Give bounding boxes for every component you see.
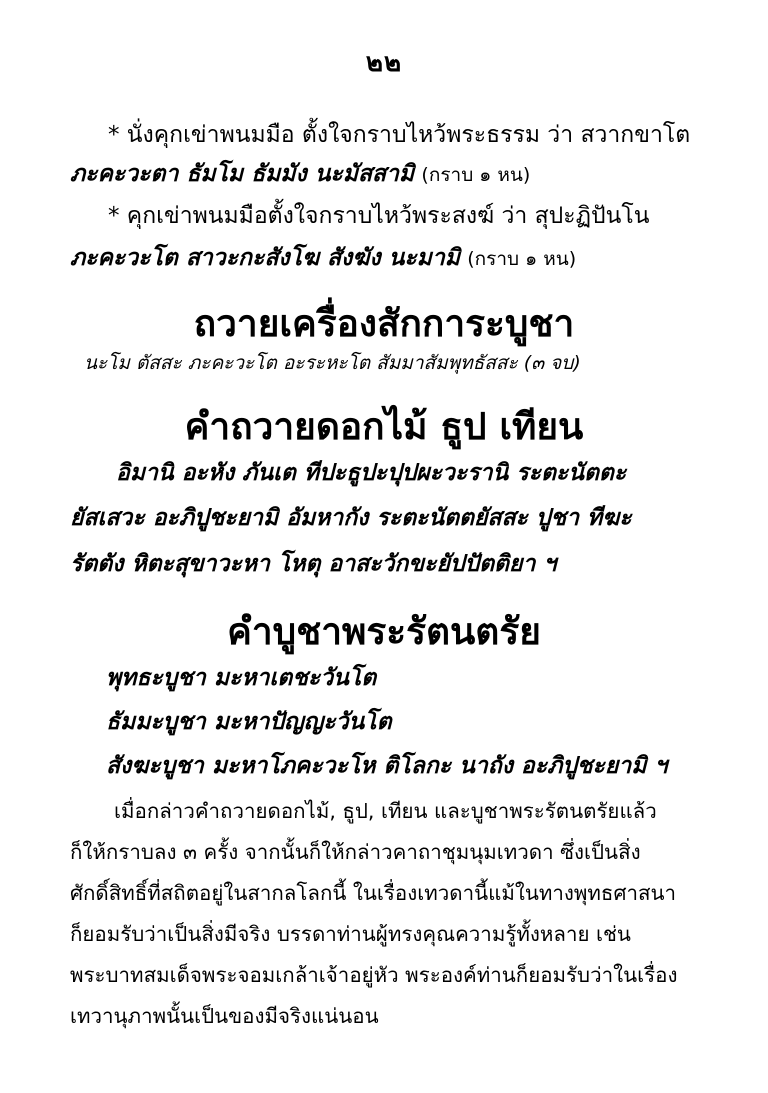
prose-line-6: เทวานุภาพนั้นเป็นของมีจริงแน่นอน — [70, 1004, 379, 1028]
bow-note-sangha: (กราบ ๑ หน) — [467, 248, 577, 270]
offering-chant-line-1: อิมานิ อะหัง ภันเต ทีปะธูปะปุปผะวะรานิ ระตะนัตตะ — [116, 460, 627, 486]
instruction-sangha: * คุกเข่าพนมมือตั้งใจกราบไหว้พระสงฆ์ ว่า สุปะฏิปันโน — [108, 203, 650, 229]
chant-sangha: ภะคะวะโต สาวะกะสังโฆ สังฆัง นะมามิ — [70, 245, 460, 271]
chant-sangha-line — [70, 240, 576, 276]
heading-triple-gem-worship: คำบูชาพระรัตนตรัย — [227, 610, 541, 653]
worship-buddha: พุทธะบูชา มะหาเตชะวันโต — [106, 665, 377, 691]
heading-offering: ถวายเครื่องสักการะบูชา — [193, 302, 575, 345]
namo-chant: นะโม ตัสสะ ภะคะวะโต อะระหะโต สัมมาสัมพุทธัสสะ (๓ จบ) — [84, 352, 581, 374]
heading-flower-incense-candle: คำถวายดอกไม้ ธูป เทียน — [184, 405, 584, 448]
offering-chant-line-3: รัตตัง หิตะสุขาวะหา โหตุ อาสะวักขะยัปปัตติยา ฯ — [70, 551, 557, 577]
prose-line-5: พระบาทสมเด็จพระจอมเกล้าเจ้าอยู่หัว พระองค์ท่านก็ยอมรับว่าในเรื่อง — [70, 963, 678, 987]
chant-dhamma-line — [70, 156, 530, 192]
prose-line-2: ก็ให้กราบลง ๓ ครั้ง จากนั้นก็ให้กล่าวคาถาชุมนุมเทวดา ซึ่งเป็นสิ่ง — [70, 840, 641, 864]
offering-chant-line-2: ยัสเสวะ อะภิปูชะยามิ อัมหากัง ระตะนัตตยัสสะ ปูชา ทีฆะ — [70, 505, 632, 531]
prose-line-4: ก็ยอมรับว่าเป็นสิ่งมีจริง บรรดาท่านผู้ทรงคุณความรู้ทั้งหลาย เช่น — [70, 922, 631, 946]
instruction-dhamma: * นั่งคุกเข่าพนมมือ ตั้งใจกราบไหว้พระธรรม ว่า สวากขาโต — [108, 122, 691, 148]
worship-sangha: สังฆะบูชา มะหาโภคะวะโห ติโลกะ นาถัง อะภิปูชะยามิ ฯ — [106, 753, 668, 779]
bow-note-dhamma: (กราบ ๑ หน) — [421, 164, 531, 186]
page-number: ๒๒ — [365, 48, 403, 78]
worship-dhamma: ธัมมะบูชา มะหาปัญญะวันโต — [106, 709, 392, 735]
prose-line-1: เมื่อกล่าวคำถวายดอกไม้, ธูป, เทียน และบูชาพระรัตนตรัยแล้ว — [114, 799, 657, 823]
prose-line-3: ศักดิ์สิทธิ์ที่สถิตอยู่ในสากลโลกนี้ ในเรื่องเทวดานี้แม้ในทางพุทธศาสนา — [70, 881, 677, 905]
chant-dhamma: ภะคะวะตา ธัมโม ธัมมัง นะมัสสามิ — [70, 161, 415, 187]
